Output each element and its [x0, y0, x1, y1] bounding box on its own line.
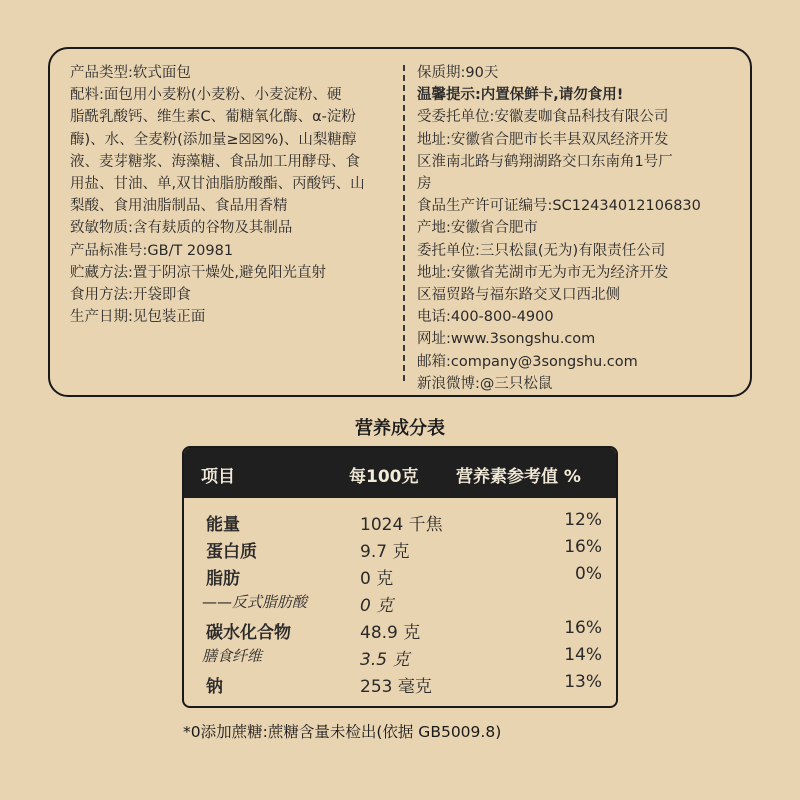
ingredients-line: 脂酰乳酸钙、维生素C、葡糖氧化酶、α-淀粉	[70, 109, 356, 126]
email-line: 邮箱:company@3songshu.com	[417, 353, 638, 370]
manufacturer-line: 受委托单位:安徽麦咖食品科技有限公司	[417, 109, 669, 126]
ingredients-line: 酶)、水、全麦粉(添加量≥☒☒%)、山梨糖醇	[70, 131, 357, 148]
product-type-line: 产品类型:软式面包	[70, 65, 191, 81]
standard-line: 产品标准号:GB/T 20981	[70, 242, 234, 259]
nutrition-row-fat	[184, 564, 616, 591]
address-line: 房	[417, 176, 432, 193]
header-item: 项目	[201, 467, 235, 487]
nutrient-name: 膳食纤维	[202, 647, 263, 665]
nutrient-nrv: 16%	[564, 537, 602, 557]
nutrition-row-carbohydrate	[184, 618, 616, 645]
nutrition-row-sodium	[184, 672, 616, 699]
address-line: 地址:安徽省芜湖市无为市无为经济开发	[417, 264, 669, 281]
nutrient-name: 碳水化合物	[206, 623, 291, 643]
header-nrv: 营养素参考值 %	[456, 467, 581, 487]
allergen-line: 致敏物质:含有麸质的谷物及其制品	[70, 220, 293, 237]
nutrient-value: 253 毫克	[360, 677, 432, 697]
ingredients-line: 配料:面包用小麦粉(小麦粉、小麦淀粉、硬	[70, 87, 342, 104]
nutrient-nrv: 14%	[564, 645, 602, 665]
nutrient-value: 0 克	[360, 596, 394, 616]
nutrient-value: 3.5 克	[360, 650, 410, 670]
nutrient-name: 蛋白质	[206, 542, 257, 562]
weibo-line: 新浪微博:@三只松鼠	[417, 375, 553, 392]
phone-line: 电话:400-800-4900	[417, 309, 554, 326]
address-line: 区淮南北路与鹤翔湖路交口东南角1号厂	[417, 153, 673, 170]
nutrient-nrv: 16%	[564, 618, 602, 638]
nutrient-nrv: 0%	[575, 564, 602, 584]
nutrient-name: ——反式脂肪酸	[202, 593, 308, 611]
nutrition-row-protein	[184, 537, 616, 564]
nutrient-value: 9.7 克	[360, 542, 410, 562]
production-date-line: 生产日期:见包装正面	[70, 309, 206, 326]
website-line: 网址:www.3songshu.com	[417, 331, 596, 348]
sugar-footnote: *0添加蔗糖:蔗糖含量未检出(依据 GB5009.8)	[183, 723, 502, 741]
shelf-life-line: 保质期:90天	[417, 65, 499, 81]
product-info-right	[417, 62, 747, 395]
nutrient-name: 脂肪	[206, 569, 240, 589]
nutrition-row-trans-fat	[184, 591, 616, 618]
nutrient-name: 钠	[206, 677, 223, 697]
storage-line: 贮藏方法:置于阴凉干燥处,避免阳光直射	[70, 264, 326, 281]
ingredients-line: 梨酸、食用油脂制品、食品用香精	[70, 198, 288, 215]
nutrition-row-energy	[184, 510, 616, 537]
header-per-100g: 每100克	[349, 467, 419, 487]
nutrition-table	[182, 446, 618, 708]
ingredients-line: 用盐、甘油、单,双甘油脂肪酸酯、丙酸钙、山	[70, 176, 365, 193]
nutrient-nrv: 13%	[564, 672, 602, 692]
nutrient-name: 能量	[206, 515, 240, 535]
ingredients-line: 液、麦芽糖浆、海藻糖、食品加工用酵母、食	[70, 153, 360, 170]
nutrition-header	[184, 448, 616, 498]
license-line: 食品生产许可证编号:SC12434012106830	[417, 198, 701, 215]
usage-line: 食用方法:开袋即食	[70, 287, 191, 304]
dashed-divider	[403, 65, 405, 381]
nutrient-value: 0 克	[360, 569, 394, 589]
product-info-box	[48, 47, 752, 397]
address-line: 地址:安徽省合肥市长丰县双凤经济开发	[417, 131, 669, 148]
nutrient-value: 1024 千焦	[360, 515, 443, 535]
nutrient-nrv: 12%	[564, 510, 602, 530]
nutrition-row-fiber	[184, 645, 616, 672]
nutrition-title: 营养成分表	[355, 418, 445, 439]
address-line: 区福贸路与福东路交叉口西北侧	[417, 287, 620, 304]
product-info-left	[70, 62, 402, 328]
warm-tip-line: 温馨提示:内置保鲜卡,请勿食用!	[417, 87, 624, 104]
origin-line: 产地:安徽省合肥市	[417, 220, 538, 237]
client-line: 委托单位:三只松鼠(无为)有限责任公司	[417, 242, 666, 259]
nutrient-value: 48.9 克	[360, 623, 421, 643]
